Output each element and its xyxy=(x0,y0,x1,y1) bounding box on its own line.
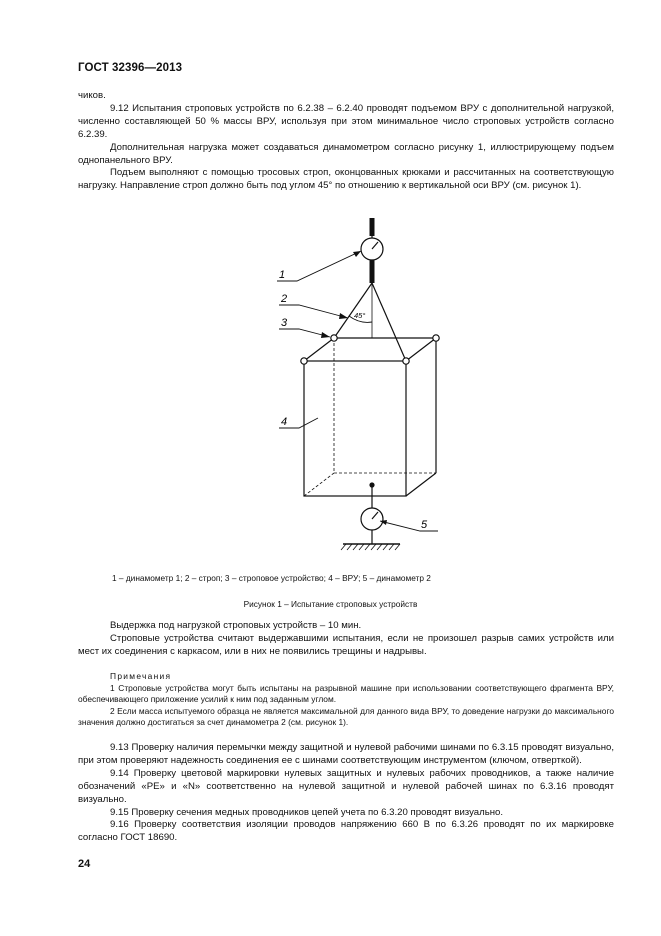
leader-2 xyxy=(279,305,348,318)
arrowhead-1 xyxy=(353,251,361,257)
lifting-eye-back-left xyxy=(331,335,337,341)
sling-right xyxy=(372,283,406,361)
document-header: ГОСТ 32396—2013 xyxy=(78,62,183,74)
paragraph-continuation: чиков. xyxy=(78,90,106,101)
callout-4: 4 xyxy=(281,416,288,428)
sling-left xyxy=(334,283,372,338)
callout-5: 5 xyxy=(421,519,428,531)
notes xyxy=(78,671,614,729)
text-mid xyxy=(78,620,614,659)
callout-2: 2 xyxy=(281,293,288,305)
note-2: 2 Если масса испытуемого образца не является максимальной для данного вида ВРУ, то доведение нагрузки до максимального значения должно достигаться за счет динамометра 2 (см. рисунок 1). xyxy=(78,705,614,728)
lifting-eye-front-right xyxy=(403,358,409,364)
paragraph-lifting: Подъем выполняют с помощью тросовых строп, оконцованных крюками и рассчитанных на соответствующую нагрузку. Направление строп должно быть под углом 45° по отношению к вертикальной оси ВРУ (см. рисунок 1). xyxy=(78,167,614,192)
paragraph-9-13: 9.13 Проверку наличия перемычки между защитной и нулевой рабочими шинами по 6.3.15 проводят визуально, при этом проверяют надежность соединения ее с шинами соответствующим инструментом (ключом, отверткой). xyxy=(78,742,614,766)
figure-caption: Рисунок 1 – Испытание строповых устройств xyxy=(243,599,418,609)
angle-label: 45° xyxy=(354,311,366,320)
paragraph-9-12: 9.12 Испытания строповых устройств по 6.2.38 – 6.2.40 проводят подъемом ВРУ с дополнительной нагрузкой, численно составляющей 50 % массы ВРУ, используя при этом минимальное число строповых устройств согласно 6.2.39. xyxy=(78,102,614,140)
page-number: 24 xyxy=(78,858,91,870)
arrowhead-2 xyxy=(339,313,348,319)
paragraph-9-15: 9.15 Проверку сечения медных проводников цепей учета по 6.3.20 проводят визуально. xyxy=(110,806,504,818)
notes-title: Примечания xyxy=(110,671,172,681)
lifting-eye-back-right xyxy=(433,335,439,341)
leader-5 xyxy=(380,521,438,531)
vru-front-face xyxy=(304,361,406,496)
callout-1: 1 xyxy=(279,269,286,281)
paragraph-9-14: 9.14 Проверку цветовой маркировки нулевых защитных и нулевых рабочих проводников, а также наличие обозначений «PE» и «N» соответственно на нулевой защитной и нулевой рабочей шинах по 6.3.16 проводят визуально. xyxy=(78,767,614,805)
hidden-edge-depth xyxy=(304,473,334,496)
paragraph-hold-time: Выдержка под нагрузкой строповых устройств – 10 мин. xyxy=(110,620,362,631)
ground-hatching xyxy=(341,544,400,550)
arrowhead-3 xyxy=(321,332,330,338)
paragraph-9-16: 9.16 Проверку соответствия изоляции проводов напряжению 660 В по 6.3.26 проводят по их маркировке согласно ГОСТ 18690. xyxy=(78,819,614,844)
top-hook-bar xyxy=(370,218,375,236)
lower-hook-bar xyxy=(370,260,375,283)
paragraph-pass-criteria: Строповые устройства считают выдержавшими испытания, если не произошел разрыв самих устройств или мест их соединения с каркасом, или в них не появились трещины и надрывы. xyxy=(78,632,614,657)
lifting-eye-front-left xyxy=(301,358,307,364)
figure-legend: 1 – динамометр 1; 2 – строп; 3 – строповое устройство; 4 – ВРУ; 5 – динамометр 2 xyxy=(112,573,431,583)
paragraph-additional-load: Дополнительная нагрузка может создаваться динамометром согласно рисунку 1, иллюстрирующему подъем однопанельного ВРУ. xyxy=(78,141,614,166)
text-bottom xyxy=(78,742,614,845)
callout-3: 3 xyxy=(281,317,288,329)
leader-1 xyxy=(277,251,361,281)
note-1: 1 Строповые устройства могут быть испытаны на разрывной машине при использовании соответствующего фрагмента ВРУ, обеспечивающего приложение усилий к ним под заданным углом. xyxy=(78,682,614,705)
